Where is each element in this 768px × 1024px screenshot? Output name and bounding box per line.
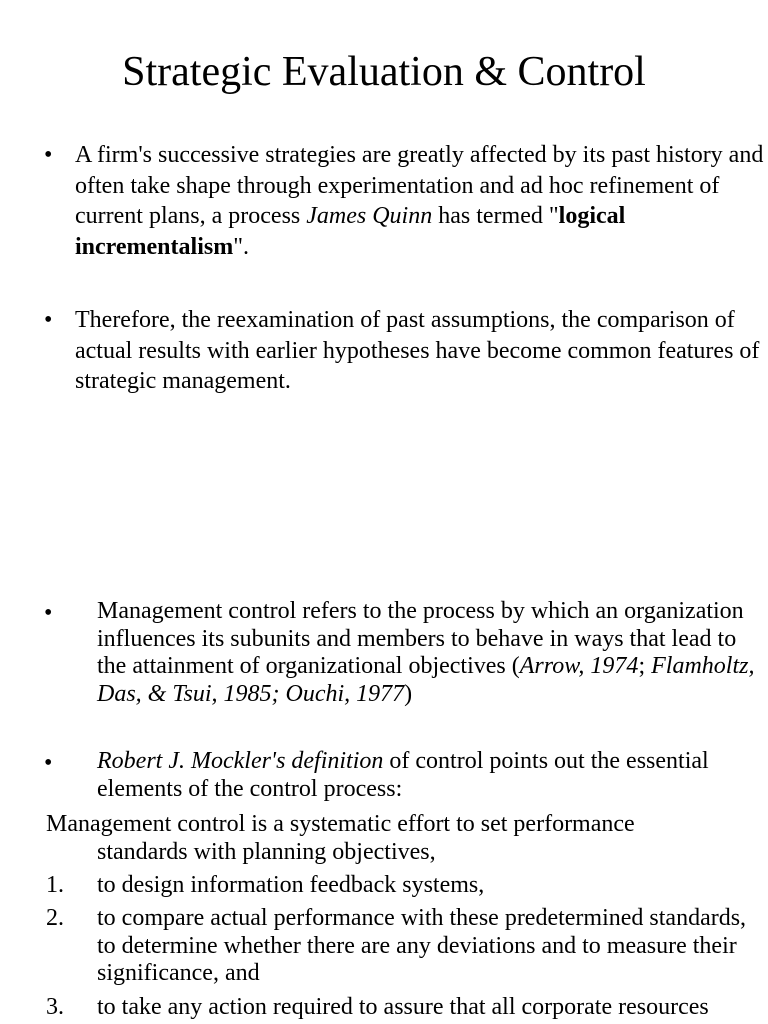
citation-separator: ; <box>638 653 646 679</box>
item-number: 1. <box>46 872 64 898</box>
bullet-text: has termed " <box>432 203 559 229</box>
item-number: 3. <box>46 994 64 1020</box>
item-text: to take any action required to assure that all corporate resources <box>97 994 709 1020</box>
author-name-quinn: James Quinn <box>306 203 433 229</box>
bullet-marker: • <box>44 600 53 626</box>
bullet-text: Management control refers to the process by which an organization influences its subunits and members to behave in ways that lead to the attainment of organizational objectives ( <box>97 598 744 679</box>
bullet-paragraph-mockler <box>97 748 765 803</box>
bullet-marker: • <box>44 750 53 776</box>
bullet-marker: • <box>44 307 53 333</box>
key-term-logical-incrementalism: logical incrementalism <box>75 203 626 260</box>
citation-arrow: Arrow, 1974 <box>519 653 639 679</box>
item-text: to design information feedback systems, <box>97 872 485 898</box>
author-name-mockler: Robert J. Mockler's definition <box>97 748 384 774</box>
bullet-text: ". <box>233 233 249 260</box>
bullet-paragraph-management-control <box>97 598 765 708</box>
bullet-text: ) <box>404 680 413 707</box>
definition-paragraph <box>46 811 766 866</box>
slide-title: Strategic Evaluation & Control <box>122 49 646 95</box>
definition-lead: Management control is a systematic effort to set performance <box>46 811 635 837</box>
item-number: 2. <box>46 905 64 931</box>
bullet-paragraph-quinn <box>75 140 765 262</box>
definition-continuation: standards with planning objectives, <box>97 838 436 865</box>
bullet-text: of control points out the essential elements of the control process: <box>97 748 709 802</box>
bullet-text: A firm's successive strategies are greatly affected by its past history and often take shape through experimentation and ad hoc refinement of current plans, a process <box>75 142 764 229</box>
item-text: to compare actual performance with these predetermined standards, to determine whether there are any deviations and to measure their significance, and <box>97 905 747 986</box>
bullet-paragraph-reexamination: Therefore, the reexamination of past assumptions, the comparison of actual results with earlier hypotheses have become common features of strategic management. <box>75 307 760 394</box>
citation-others: Flamholtz, Das, & Tsui, 1985; Ouchi, 1977 <box>97 653 755 707</box>
bullet-marker: • <box>44 142 53 168</box>
